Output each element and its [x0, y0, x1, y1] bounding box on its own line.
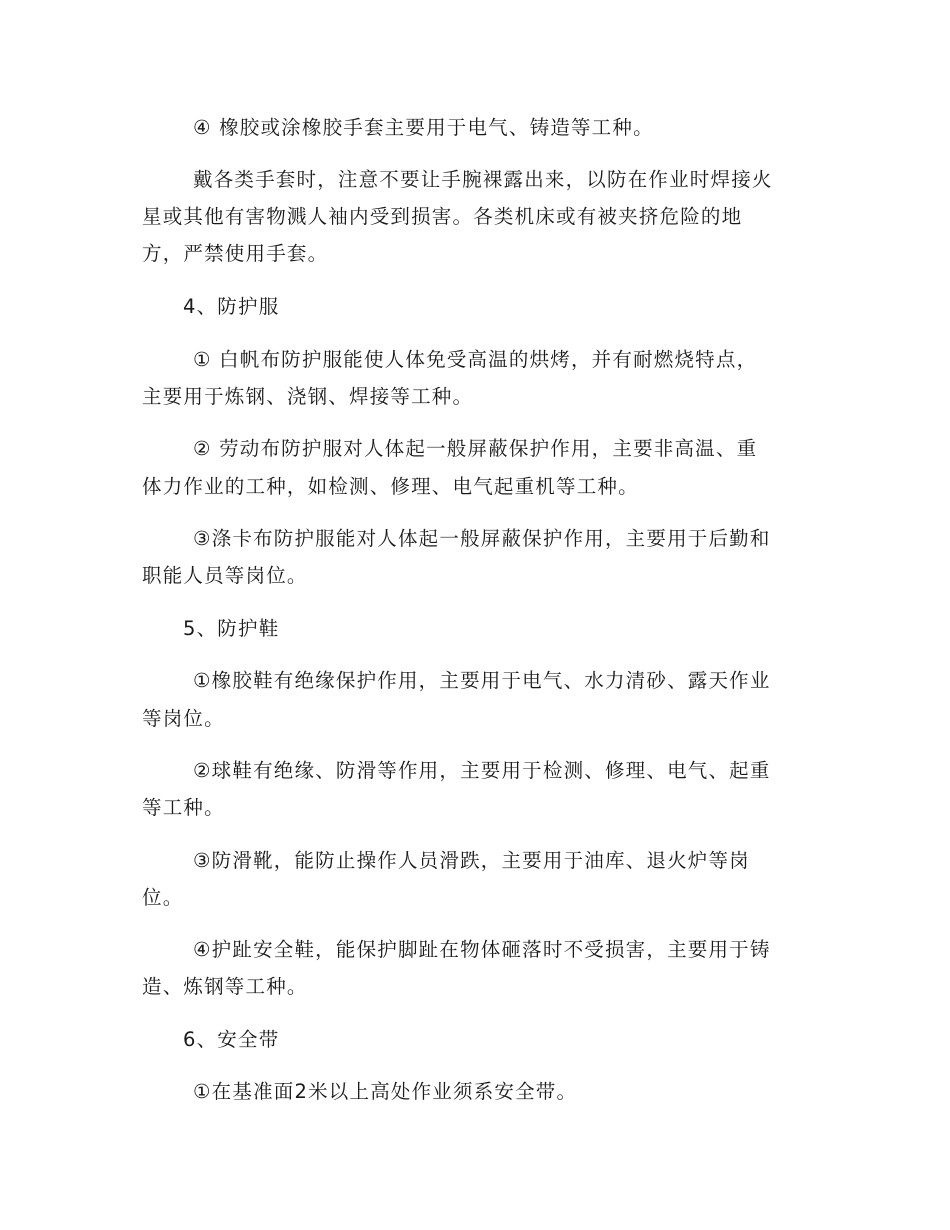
- section-heading-safety-belt: 6、安全带: [183, 1028, 280, 1051]
- list-item-sneakers-line-2: 等工种。: [142, 796, 225, 819]
- paragraph-gloves-note-line-1: 戴各类手套时，注意不要让手腕裸露出来，以防在作业时焊接火: [193, 168, 773, 191]
- paragraph-gloves-note-line-3: 方，严禁使用手套。: [142, 242, 329, 265]
- list-item-rubber-shoes-line-2: 等岗位。: [142, 707, 225, 730]
- list-item-rubber-gloves: ④ 橡胶或涂橡胶手套主要用于电气、铸造等工种。: [193, 116, 654, 139]
- list-item-dacron-clothing-line-2: 职能人员等岗位。: [142, 564, 308, 587]
- list-item-antislip-boots-line-1: ③防滑靴，能防止操作人员滑跌，主要用于油库、退火炉等岗: [193, 849, 750, 872]
- list-item-dacron-clothing-line-1: ③涤卡布防护服能对人体起一般屏蔽保护作用，主要用于后勤和: [193, 527, 771, 550]
- list-item-safety-toe-shoes-line-1: ④护趾安全鞋，能保护脚趾在物体砸落时不受损害，主要用于铸: [193, 938, 771, 961]
- list-item-denim-clothing-line-2: 体力作业的工种，如检测、修理、电气起重机等工种。: [142, 475, 639, 498]
- list-item-canvas-clothing-line-1: ① 白帆布防护服能使人体免受高温的烘烤，并有耐燃烧特点，: [193, 348, 758, 371]
- list-item-rubber-shoes-line-1: ①橡胶鞋有绝缘保护作用，主要用于电气、水力清砂、露天作业: [193, 669, 771, 692]
- paragraph-gloves-note-line-2: 星或其他有害物溅人袖内受到损害。各类机床或有被夹挤危险的地: [142, 205, 743, 228]
- list-item-safety-toe-shoes-line-2: 造、炼钢等工种。: [142, 975, 308, 998]
- list-item-safety-belt-height: ①在基准面2米以上高处作业须系安全带。: [193, 1080, 578, 1103]
- list-item-canvas-clothing-line-2: 主要用于炼钢、浇钢、焊接等工种。: [142, 385, 474, 408]
- list-item-sneakers-line-1: ②球鞋有绝缘、防滑等作用，主要用于检测、修理、电气、起重: [193, 759, 771, 782]
- section-heading-protective-clothing: 4、防护服: [183, 295, 280, 318]
- list-item-denim-clothing-line-1: ② 劳动布防护服对人体起一般屏蔽保护作用，主要非高温、重: [193, 437, 758, 460]
- section-heading-protective-shoes: 5、防护鞋: [183, 617, 280, 640]
- list-item-antislip-boots-line-2: 位。: [142, 886, 184, 909]
